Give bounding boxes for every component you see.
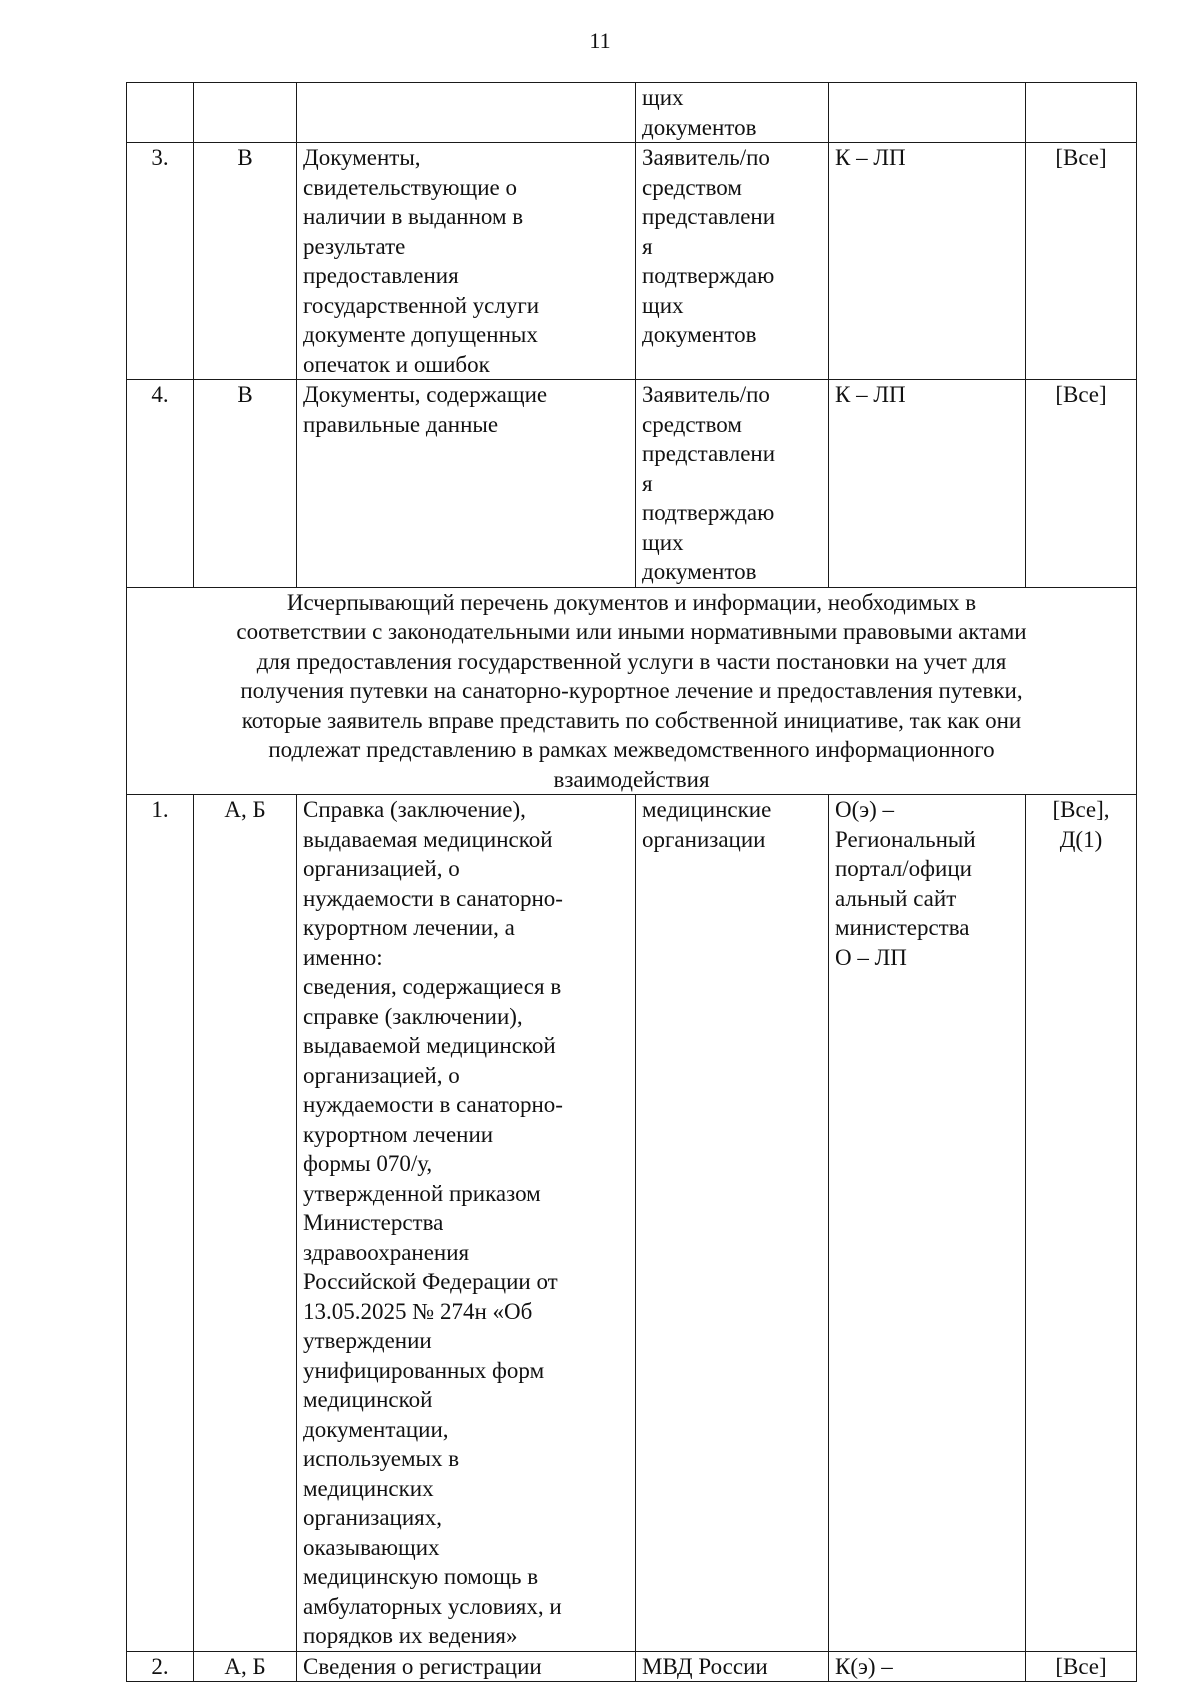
cell-line: альный сайт	[835, 885, 957, 911]
cell-line: Заявитель/по	[642, 145, 770, 170]
applicability-cell	[1026, 1651, 1137, 1682]
cell-line: Российской Федерации от	[303, 1269, 558, 1294]
cell-line: К – ЛП	[835, 145, 906, 170]
cell-line: министерства	[835, 915, 970, 940]
cell-line: медицинской	[303, 1387, 433, 1412]
row-number-cell: 4.	[127, 380, 194, 588]
cell-line: представлени	[642, 204, 776, 229]
cell-line: правильные данные	[303, 411, 499, 437]
cell-line: соответствии с законодательными или иными нормативными правовыми актами	[236, 619, 1027, 644]
cell-line: портал/офици	[835, 856, 972, 881]
cell-line: щих	[642, 529, 684, 555]
cell-line: взаимодействия	[553, 766, 710, 792]
cell-line: организацией, о	[303, 1062, 460, 1088]
cell-line: которые заявитель вправе представить по собственной инициативе, так как они	[241, 707, 1022, 733]
cell-line: Исчерпывающий перечень документов и информации, необходимых в	[286, 589, 977, 615]
cell-line: К – ЛП	[835, 382, 906, 407]
table-row	[127, 795, 1137, 1652]
document-source-cell	[636, 795, 829, 1652]
table-section-header	[127, 587, 1137, 795]
cell-line: подтверждаю	[642, 500, 775, 525]
cell-line: Министерства	[303, 1210, 444, 1235]
applicability-cell	[1026, 143, 1137, 380]
table-body-bottom	[127, 795, 1137, 1682]
submission-method-cell	[829, 143, 1026, 380]
cell-line: утвержденной приказом	[303, 1180, 541, 1206]
cell-line: нуждаемости в санаторно-	[303, 885, 563, 911]
table-row	[127, 83, 1137, 143]
submission-method-cell	[829, 83, 1026, 143]
applicability-cell	[1026, 83, 1137, 143]
cell-line: [Все]	[1055, 382, 1107, 407]
applicant-category-cell: А, Б	[194, 1651, 297, 1682]
cell-line: Сведения о регистрации	[303, 1653, 542, 1679]
cell-line: унифицированных форм	[303, 1357, 545, 1383]
cell-line: Справка (заключение),	[303, 797, 526, 822]
applicability-cell	[1026, 380, 1137, 588]
cell-line: предоставления	[303, 263, 459, 288]
applicability-cell	[1026, 795, 1137, 1652]
cell-line: курортном лечении	[303, 1121, 494, 1147]
cell-line: [Все]	[1055, 1653, 1107, 1679]
cell-line: средством	[642, 174, 742, 200]
cell-line: здравоохранения	[303, 1239, 470, 1265]
cell-line: Документы, содержащие	[303, 382, 548, 407]
applicant-category-cell: В	[194, 380, 297, 588]
cell-line: Региональный	[835, 826, 976, 852]
cell-line: результате	[303, 233, 406, 259]
cell-line: 13.05.2025 № 274н «Об	[303, 1298, 533, 1324]
document-name-cell	[297, 83, 636, 143]
cell-line: щих	[642, 85, 684, 110]
document-source-cell	[636, 380, 829, 588]
cell-line: О(э) –	[835, 797, 895, 822]
cell-line: щих	[642, 292, 684, 318]
cell-line: подтверждаю	[642, 263, 775, 288]
cell-line: организациях,	[303, 1505, 442, 1530]
document-name-cell	[297, 143, 636, 380]
table-row	[127, 380, 1137, 588]
cell-line: курортном лечении, а	[303, 915, 515, 940]
document-name-cell	[297, 1651, 636, 1682]
cell-line: амбулаторных условиях, и	[303, 1593, 562, 1619]
cell-line: наличии в выданном в	[303, 204, 524, 229]
row-number-cell: 2.	[127, 1651, 194, 1682]
submission-method-cell	[829, 795, 1026, 1652]
applicant-category-cell	[194, 83, 297, 143]
cell-line: получения путевки на санаторно-курортное лечение и предоставления путевки,	[240, 678, 1023, 703]
cell-line: оказывающих	[303, 1534, 440, 1560]
cell-line: средством	[642, 411, 742, 437]
cell-line: выдаваемая медицинской	[303, 826, 553, 852]
documents-table	[126, 82, 1137, 1682]
cell-line: подлежат представлению в рамках межведомственного информационного	[268, 737, 995, 762]
page-number: 11	[589, 28, 611, 53]
cell-line: используемых в	[303, 1446, 460, 1471]
applicant-category-cell: А, Б	[194, 795, 297, 1652]
cell-line: для предоставления государственной услуги в части постановки на учет для	[256, 648, 1007, 674]
cell-line: выдаваемой медицинской	[303, 1033, 556, 1058]
cell-line: документе допущенных	[303, 322, 538, 347]
cell-line: [Все],	[1052, 797, 1110, 822]
cell-line: опечаток и ошибок	[303, 351, 490, 377]
cell-line: именно:	[303, 944, 383, 970]
submission-method-cell	[829, 380, 1026, 588]
cell-line: документов	[642, 114, 757, 140]
cell-line: утверждении	[303, 1328, 432, 1353]
cell-line: документов	[642, 559, 757, 584]
cell-line: организации	[642, 826, 766, 852]
section-heading	[127, 587, 1137, 795]
cell-line: сведения, содержащиеся в	[303, 974, 562, 999]
cell-line: представлени	[642, 441, 776, 466]
table-body-top	[127, 83, 1137, 588]
section-heading-row	[127, 587, 1137, 795]
cell-line: медицинскую помощь в	[303, 1564, 539, 1589]
document-source-cell	[636, 1651, 829, 1682]
cell-line: О – ЛП	[835, 944, 907, 970]
cell-line: медицинских	[303, 1475, 434, 1501]
cell-line: справке (заключении),	[303, 1003, 523, 1029]
table-row	[127, 143, 1137, 380]
cell-line: я	[642, 233, 653, 259]
cell-line: нуждаемости в санаторно-	[303, 1092, 563, 1117]
row-number-cell: 3.	[127, 143, 194, 380]
submission-method-cell	[829, 1651, 1026, 1682]
cell-line: формы 070/у,	[303, 1151, 433, 1176]
table-row	[127, 1651, 1137, 1682]
row-number-cell: 1.	[127, 795, 194, 1652]
cell-line: государственной услуги	[303, 292, 540, 318]
cell-line: свидетельствующие о	[303, 174, 518, 200]
applicant-category-cell: В	[194, 143, 297, 380]
cell-line: [Все]	[1055, 145, 1107, 170]
cell-line: я	[642, 470, 653, 496]
cell-line: документов	[642, 322, 757, 347]
cell-line: К(э) –	[835, 1653, 893, 1679]
document-name-cell	[297, 380, 636, 588]
row-number-cell	[127, 83, 194, 143]
cell-line: порядков их ведения»	[303, 1623, 518, 1648]
cell-line: Заявитель/по	[642, 382, 770, 407]
cell-line: Документы,	[303, 145, 421, 170]
document-source-cell	[636, 83, 829, 143]
cell-line: МВД России	[642, 1653, 768, 1679]
document-name-cell	[297, 795, 636, 1652]
cell-line: документации,	[303, 1416, 449, 1442]
cell-line: Д(1)	[1059, 826, 1103, 852]
cell-line: организацией, о	[303, 856, 460, 881]
cell-line: медицинские	[642, 797, 772, 822]
document-source-cell	[636, 143, 829, 380]
